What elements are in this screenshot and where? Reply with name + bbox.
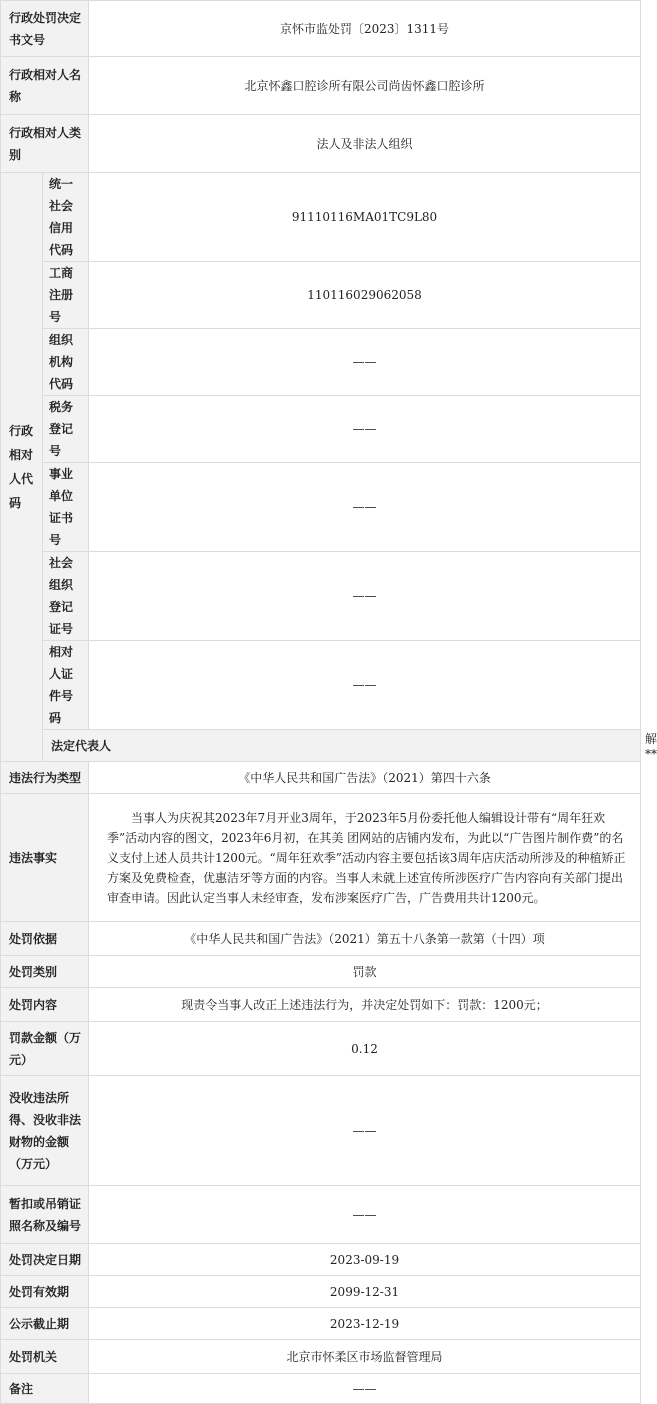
row-decision-no	[1, 1, 641, 57]
row-org-code	[1, 329, 641, 396]
org-code-value: ——	[89, 329, 641, 396]
row-party-name	[1, 57, 641, 115]
row-violation-type	[1, 762, 641, 794]
license-revocation-label: 暂扣或吊销证照名称及编号	[1, 1186, 89, 1244]
row-validity-date	[1, 1276, 641, 1308]
institution-cert-label: 事业单位证书号	[43, 463, 89, 552]
publicity-end-label: 公示截止期	[1, 1308, 89, 1340]
row-party-id-no	[1, 641, 641, 730]
remarks-label: 备注	[1, 1374, 89, 1404]
decision-date-label: 处罚决定日期	[1, 1244, 89, 1276]
penalty-basis-label: 处罚依据	[1, 922, 89, 956]
penalty-category-value: 罚款	[89, 956, 641, 988]
biz-reg-no-label: 工商注册号	[43, 262, 89, 329]
party-id-no-label: 相对人证件号码	[43, 641, 89, 730]
legal-rep-label: 法定代表人	[43, 730, 641, 762]
social-org-cert-value: ——	[89, 552, 641, 641]
fine-amount-label: 罚款金额（万元）	[1, 1022, 89, 1076]
row-violation-facts	[1, 794, 641, 922]
license-revocation-value: ——	[89, 1186, 641, 1244]
validity-date-value: 2099-12-31	[89, 1276, 641, 1308]
row-fine-amount	[1, 1022, 641, 1076]
remarks-value: ——	[89, 1374, 641, 1404]
row-penalty-category	[1, 956, 641, 988]
penalty-basis-value: 《中华人民共和国广告法》（2021）第五十八条第一款第（十四）项	[89, 922, 641, 956]
validity-date-label: 处罚有效期	[1, 1276, 89, 1308]
violation-type-value: 《中华人民共和国广告法》（2021）第四十六条	[89, 762, 641, 794]
publicity-end-value: 2023-12-19	[89, 1308, 641, 1340]
credit-code-label: 统一社会信用代码	[43, 173, 89, 262]
row-penalty-content	[1, 988, 641, 1022]
authority-label: 处罚机关	[1, 1340, 89, 1374]
penalty-content-value: 现责令当事人改正上述违法行为，并决定处罚如下：罚款：1200元；	[89, 988, 641, 1022]
row-institution-cert	[1, 463, 641, 552]
org-code-label: 组织机构代码	[43, 329, 89, 396]
row-remarks	[1, 1374, 641, 1404]
row-legal-rep: 法定代表人 解**	[1, 730, 641, 762]
row-penalty-basis	[1, 922, 641, 956]
violation-facts-label: 违法事实	[1, 794, 89, 922]
decision-no-value: 京怀市监处罚〔2023〕1311号	[89, 1, 641, 57]
violation-type-label: 违法行为类型	[1, 762, 89, 794]
authority-value: 北京市怀柔区市场监督管理局	[89, 1340, 641, 1374]
tax-reg-no-label: 税务登记号	[43, 396, 89, 463]
row-license-revocation	[1, 1186, 641, 1244]
row-confiscation-amount	[1, 1076, 641, 1186]
party-type-label: 行政相对人类别	[1, 115, 89, 173]
row-biz-reg-no	[1, 262, 641, 329]
row-social-org-cert	[1, 552, 641, 641]
penalty-category-label: 处罚类别	[1, 956, 89, 988]
decision-date-value: 2023-09-19	[89, 1244, 641, 1276]
decision-no-label: 行政处罚决定书文号	[1, 1, 89, 57]
tax-reg-no-value: ——	[89, 396, 641, 463]
row-credit-code	[1, 173, 641, 262]
row-tax-reg-no	[1, 396, 641, 463]
violation-facts-value: 当事人为庆祝其2023年7月开业3周年，于2023年5月份委托他人编辑设计带有“周年狂欢季”活动内容的图文，2023年6月初，在其美 团网站的店铺内发布，为此以“广告图片制作费”的名义支付上述人员共计1200元。“周年狂欢季”活动内容主要包括该3周年店庆活动所涉及的种植矫正方案及免费检查，优惠洁牙等方面的内容。当事人未就上述宣传所涉医疗广告内容向有关部门提出审查申请。因此认定当事人未经审查，发布涉案医疗广告，广告费用共计1200元。	[89, 794, 641, 922]
social-org-cert-label: 社会组织登记证号	[43, 552, 89, 641]
row-party-type	[1, 115, 641, 173]
fine-amount-value: 0.12	[89, 1022, 641, 1076]
biz-reg-no-value: 110116029062058	[89, 262, 641, 329]
row-decision-date	[1, 1244, 641, 1276]
penalty-content-label: 处罚内容	[1, 988, 89, 1022]
credit-code-value: 91110116MA01TC9L80	[89, 173, 641, 262]
row-publicity-end	[1, 1308, 641, 1340]
institution-cert-value: ——	[89, 463, 641, 552]
party-code-group-label: 行政相对人代码	[1, 173, 43, 762]
party-name-value: 北京怀鑫口腔诊所有限公司尚齿怀鑫口腔诊所	[89, 57, 641, 115]
party-id-no-value: ——	[89, 641, 641, 730]
confiscation-amount-value: ——	[89, 1076, 641, 1186]
row-authority	[1, 1340, 641, 1374]
confiscation-amount-label: 没收违法所得、没收非法财物的金额（万元）	[1, 1076, 89, 1186]
party-name-label: 行政相对人名称	[1, 57, 89, 115]
party-type-value: 法人及非法人组织	[89, 115, 641, 173]
